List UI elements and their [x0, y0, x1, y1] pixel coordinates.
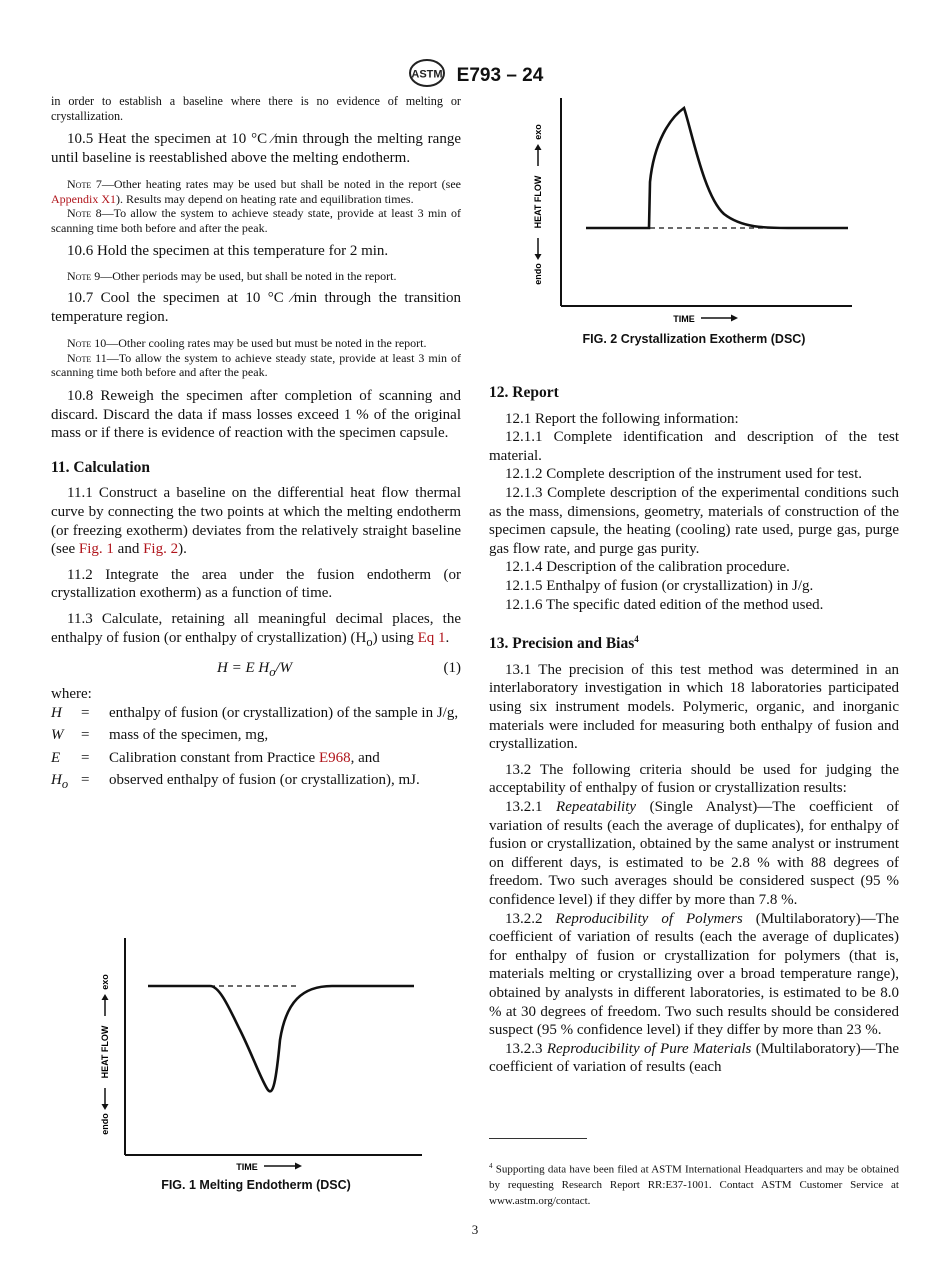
note-7-label: Note 7 — [67, 177, 102, 192]
footnote-text: Supporting data have been filed at ASTM International Headquarters and may be obtained by requesting Research Report RR:E37-1001. Contact ASTM Customer Service at www.astm.org/contact. — [489, 1163, 899, 1207]
definition-row — [51, 704, 461, 727]
fig1-ylabel-heatflow: HEAT FLOW — [100, 1025, 110, 1079]
note-9-text: —Other periods may be used, but shall be noted in the report. — [100, 268, 397, 283]
repeatability-title: Repeatability — [556, 799, 637, 816]
eq-1-link[interactable]: Eq 1 — [417, 629, 446, 646]
fig1-ylabel-exo: exo — [100, 974, 110, 990]
note-10-label: Note 10 — [67, 336, 107, 351]
definition-symbol: W — [51, 727, 64, 744]
fig1-ylabel-endo: endo — [100, 1113, 110, 1135]
definition-equals: = — [81, 749, 90, 766]
definition-text: enthalpy of fusion (or crystallization) of the sample in J/g, — [109, 704, 459, 721]
note-7 — [51, 177, 461, 206]
standard-code: E793 – 24 — [456, 64, 544, 86]
definition-equals: = — [81, 704, 90, 721]
fig1-endotherm-curve — [148, 986, 414, 1091]
fig1-y-label — [100, 974, 110, 1135]
definition-text: observed enthalpy of fusion (or crystallization), mJ. — [109, 772, 420, 789]
paragraph-12-1: 12.1 Report the following information: — [505, 410, 739, 427]
note-8-label: Note 8 — [67, 206, 102, 221]
footnote-divider — [489, 1138, 587, 1139]
section-13-footnote-ref[interactable]: 4 — [634, 634, 639, 645]
paragraph-12-1-2: 12.1.2 Complete description of the instrument used for test. — [505, 466, 863, 483]
note-9 — [51, 269, 461, 284]
note-10-text: —Other cooling rates may be used but must be noted in the report. — [106, 336, 427, 351]
definition-symbol: $H_o$ — [51, 772, 69, 792]
footnote-marker: 4 — [489, 1162, 493, 1170]
paragraph-11-1-pre: 11.1 Construct a baseline on the differential heat flow thermal curve by connecting the two points at which the melting endotherm (or freezing exotherm) deviates from the relatively straight baseline (see — [51, 485, 461, 558]
e968-link[interactable]: E968 — [318, 749, 351, 766]
fig2-ylabel-exo: exo — [533, 124, 543, 140]
equation-rhs: /W — [275, 660, 293, 677]
paragraph-11-3 — [51, 610, 461, 651]
paragraph-13-2: 13.2 The following criteria should be used for judging the acceptability of enthalpy of fusion or crystallization results: — [489, 761, 899, 797]
note-11-label: Note 11 — [67, 350, 107, 365]
note-11 — [51, 351, 461, 380]
equation-number: (1) — [443, 660, 461, 677]
figure-2-caption: FIG. 2 Crystallization Exotherm (DSC) — [582, 332, 806, 346]
paragraph-12-1-6: 12.1.6 The specific dated edition of the method used. — [505, 596, 824, 613]
reproducibility-pure-title: Reproducibility of Pure Materials — [546, 1040, 752, 1057]
paragraph-12-1-4: 12.1.4 Description of the calibration procedure. — [505, 559, 790, 576]
fig-2-link[interactable]: Fig. 2 — [143, 541, 179, 558]
figure-2 — [520, 92, 860, 328]
fig2-y-label — [533, 124, 543, 285]
appendix-x1-link[interactable]: Appendix X1 — [51, 191, 116, 206]
definition-symbol: H — [51, 704, 62, 721]
paragraph-13-2-2: 13.2.2 Reproducibility of Polymers (Multilaboratory)—The coefficient of variation of results (each the average of duplicates) for enthalpy of fusion or crystallization for polymers (that is, materials melting or crystallizing over a broad temperature range), obtained by analysts in different laboratories, is estimated to be 8.0 % at 30 degrees of freedom. Two such results should be considered suspect (95 % confidence level) if they differ by more than 23 %. — [489, 910, 899, 1039]
section-13-heading — [489, 630, 899, 654]
fig-1-link[interactable]: Fig. 1 — [78, 541, 114, 558]
paragraph-11-2: 11.2 Integrate the area under the fusion endotherm (or crystallization exotherm) as a function of time. — [51, 566, 461, 602]
note-9-label: Note 9 — [67, 268, 101, 283]
section-11-heading: 11. Calculation — [51, 458, 151, 476]
section-13-title: 13. Precision and Bias — [489, 635, 635, 653]
note-8-text: —To allow the system to achieve steady state, provide at least 3 min of scanning time both before and after the peak. — [51, 206, 461, 235]
figure-1 — [90, 930, 430, 1170]
equation-sub: o — [269, 665, 276, 680]
equation-expression — [217, 659, 292, 682]
paragraph-13-2-3: 13.2.3 Reproducibility of Pure Materials (Multilaboratory)—The coefficient of variation of results (each — [489, 1040, 900, 1076]
paragraph-12-1-3: 12.1.3 Complete description of the experimental conditions such as the mass, dimensions, geometry, materials of construction of the specimen capsule, the heating (cooling) rate used, purge gas, purge gas flow rate, and purge gas purity. — [489, 484, 899, 557]
definition-equals: = — [81, 772, 90, 789]
fig2-ylabel-heatflow: HEAT FLOW — [533, 175, 543, 229]
where-label: where: — [51, 686, 92, 703]
left-column — [51, 94, 461, 794]
fig2-xlabel: TIME — [673, 314, 695, 324]
definition-row — [51, 771, 461, 794]
paragraph-11-3-mid: ) using — [372, 629, 418, 646]
definition-row — [51, 726, 461, 749]
paragraph-11-3-pre: 11.3 Calculate, retaining all meaningful decimal places, the enthalpy of fusion (or enthalpy of crystallization) (H — [51, 610, 461, 646]
paragraph-11-3-sub: o — [366, 634, 373, 649]
note-11-text: —To allow the system to achieve steady state, provide at least 3 min of scanning time both before and after the peak. — [51, 350, 461, 380]
equation-lhs: H = E H — [217, 660, 270, 677]
fig2-exotherm-curve — [586, 108, 848, 228]
paragraph-10-5: 10.5 Heat the specimen at 10 °C ⁄min through the melting range until baseline is reestablished above the melting endotherm. — [51, 131, 461, 166]
astm-logo-text: ASTM — [411, 68, 443, 81]
definition-text: mass of the specimen, mg, — [109, 727, 269, 744]
definition-symbol: E — [51, 749, 61, 766]
reproducibility-polymers-title: Reproducibility of Polymers — [555, 910, 743, 927]
section-12-heading: 12. Report — [489, 384, 559, 401]
paragraph-11-1 — [51, 484, 461, 558]
paragraph-10-6: 10.6 Hold the specimen at this temperature for 2 min. — [67, 243, 389, 260]
paragraph-12-1-5: 12.1.5 Enthalpy of fusion (or crystallization) in J/g. — [505, 577, 814, 594]
definition-equals: = — [81, 727, 90, 744]
fig2-ylabel-endo: endo — [533, 263, 543, 285]
fig1-xlabel: TIME — [236, 1162, 258, 1170]
right-column — [489, 384, 899, 1077]
page-number: 3 — [471, 1222, 479, 1237]
note-10 — [51, 336, 461, 351]
note-7-pre: —Other heating rates may be used but shall be noted in the report (see — [101, 177, 461, 192]
definitions-list — [51, 704, 461, 794]
definition-text: Calibration constant from Practice E968, and — [109, 749, 380, 766]
paragraph-13-2-1: 13.2.1 Repeatability (Single Analyst)—The coefficient of variation of results (each the average of duplicates), for enthalpy of fusion or crystallization, obtained by the same analyst or instrument on different days, is estimated to be 2.8 % with 88 degrees of freedom. Two such averages should be considered suspect (95 % confidence level) if they differ by more than 7.8 %. — [489, 799, 900, 908]
note-8 — [51, 206, 461, 235]
paragraph-continuation: in order to establish a baseline where there is no evidence of melting or crystallization. — [51, 94, 461, 123]
paragraph-11-1-post: ). — [178, 541, 187, 558]
paragraph-10-7: 10.7 Cool the specimen at 10 °C ⁄min through the transition temperature region. — [51, 290, 461, 325]
paragraph-11-1-mid: and — [113, 541, 144, 558]
figure-1-caption: FIG. 1 Melting Endotherm (DSC) — [161, 1178, 351, 1192]
astm-logo-icon — [407, 58, 447, 93]
paragraph-12-1-1: 12.1.1 Complete identification and description of the test material. — [489, 429, 899, 464]
paragraph-11-3-post: . — [445, 629, 450, 646]
equation-1 — [51, 659, 461, 679]
note-7-post: ). Results may depend on heating rate and equilibration times. — [116, 191, 414, 206]
paragraph-13-1: 13.1 The precision of this test method was determined in an interlaboratory investigation in which 18 laboratories participated using six instrument models. Polymeric, organic, and inorganic materials were included for measuring both enthalpy of fusion and crystallization. — [489, 661, 899, 753]
paragraph-10-8: 10.8 Reweigh the specimen after completion of scanning and discard. Discard the data if mass losses exceed 1 % of the original mass or if there is evidence of reaction with the specimen capsule. — [51, 387, 461, 442]
footnote-4 — [489, 1159, 899, 1209]
page-header — [0, 58, 950, 93]
definition-row — [51, 749, 461, 772]
